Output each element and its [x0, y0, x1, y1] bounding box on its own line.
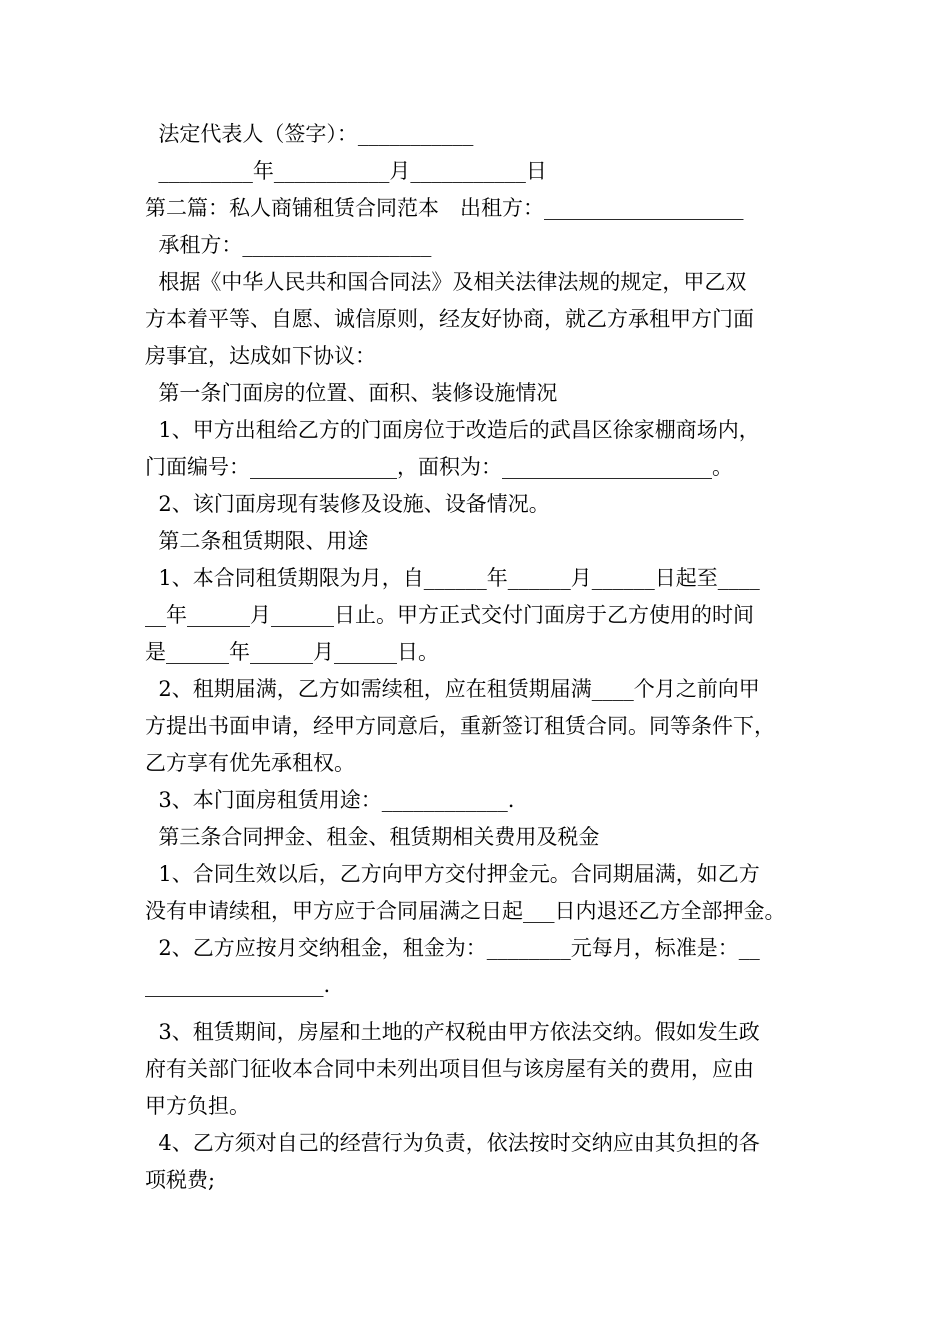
- paragraph-line: __年______月______日止。甲方正式交付门面房于乙方使用的时间: [145, 603, 754, 627]
- document-page: [145, 116, 825, 1199]
- paragraph-line: 1、甲方出租给乙方的门面房位于改造后的武昌区徐家棚商场内，: [145, 418, 760, 442]
- paragraph-line: 2、乙方应按月交纳租金，租金为：________元每月，标准是：__: [145, 936, 760, 960]
- paragraph-line: 3、本门面房租赁用途：____________.: [145, 788, 515, 812]
- paragraph-line: 没有申请续租，甲方应于合同届满之日起___日内退还乙方全部押金。: [145, 899, 786, 923]
- article-heading: 第二条租赁期限、用途: [145, 529, 369, 553]
- paragraph-line: 2、该门面房现有装修及设施、设备情况。: [145, 492, 550, 516]
- paragraph-line: 方本着平等、自愿、诚信原则，经友好协商，就乙方承租甲方门面: [145, 307, 754, 331]
- paragraph-line: 2、租期届满，乙方如需续租，应在租赁期届满____个月之前向甲: [145, 677, 760, 701]
- paragraph-line: 根据《中华人民共和国合同法》及相关法律法规的规定，甲乙双: [145, 270, 747, 294]
- paragraph-line: 房事宜，达成如下协议：: [145, 344, 376, 368]
- paragraph-line: 甲方负担。: [145, 1094, 250, 1118]
- paragraph-line: 方提出书面申请，经甲方同意后，重新签订租赁合同。同等条件下，: [145, 714, 775, 738]
- paragraph-line: 乙方享有优先承租权。: [145, 751, 355, 775]
- lessee-line: 承租方：__________________: [145, 233, 432, 257]
- signature-line: 法定代表人（签字）：___________: [145, 122, 474, 146]
- paragraph-line: 1、本合同租赁期限为月，自______年______月______日起至____: [145, 566, 760, 590]
- article-heading: 第三条合同押金、租金、租赁期相关费用及税金: [145, 825, 600, 849]
- paragraph-line: 门面编号：______________，面积为：____________________。: [145, 455, 733, 479]
- paragraph-gap: [145, 1004, 825, 1014]
- paragraph-line: 项税费;: [145, 1168, 216, 1192]
- paragraph-line: 3、租赁期间，房屋和土地的产权税由甲方依法交纳。假如发生政: [145, 1020, 760, 1044]
- date-line: _________年___________月___________日: [145, 159, 547, 183]
- paragraph-line: 1、合同生效以后，乙方向甲方交付押金元。合同期届满，如乙方: [145, 862, 760, 886]
- article-heading: 第一条门面房的位置、面积、装修设施情况: [145, 381, 558, 405]
- paragraph-line: 府有关部门征收本合同中未列出项目但与该房屋有关的费用，应由: [145, 1057, 754, 1081]
- paragraph-line: 是______年______月______日。: [145, 640, 439, 664]
- paragraph-line: _________________.: [145, 973, 331, 997]
- section-title: 第二篇：私人商铺租赁合同范本 出租方：___________________: [145, 196, 744, 220]
- paragraph-line: 4、乙方须对自己的经营行为负责，依法按时交纳应由其负担的各: [145, 1131, 760, 1155]
